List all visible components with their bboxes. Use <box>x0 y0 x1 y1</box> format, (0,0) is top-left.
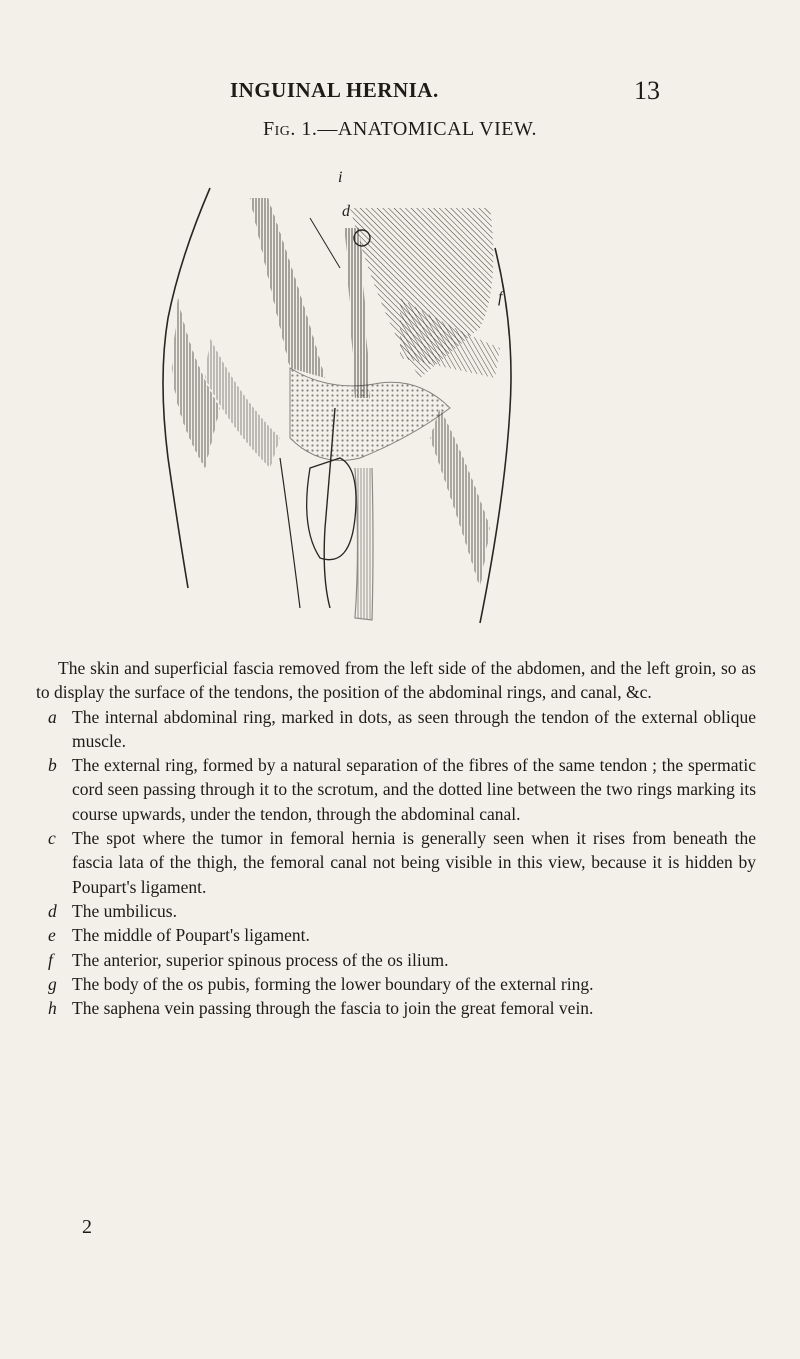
legend-item <box>36 996 756 1020</box>
legend-text: The external ring, formed by a natural separation of the fibres of the same tendon ; the spermatic cord seen passing through it to the scrotum, and the dotted line between the two rings marking its course upwards, under the tendon, through the abdominal canal. <box>72 755 756 824</box>
legend-text: The body of the os pubis, forming the lower boundary of the external ring. <box>72 973 594 994</box>
legend-text: The saphena vein passing through the fascia to join the great femoral vein. <box>72 998 594 1019</box>
label-line-d <box>310 218 340 268</box>
legend-letter: d <box>48 900 57 921</box>
legend-text: The spot where the tumor in femoral hernia is generally seen when it rises from beneath the fascia lata of the thigh, the femoral canal not being visible in this view, because it is hidden by Poupart's ligament. <box>72 828 756 897</box>
legend-item <box>36 923 756 947</box>
legend-item <box>36 826 756 899</box>
figure-label-i: i <box>338 169 343 186</box>
figure-title: —ANATOMICAL VIEW. <box>317 118 538 140</box>
legend-text: The internal abdominal ring, marked in dots, as seen through the tendon of the external oblique muscle. <box>72 706 756 751</box>
legend-letter: e <box>48 925 56 946</box>
description-intro: The skin and superficial fascia removed from the left side of the abdomen, and the left groin, so as to display the surface of the tendons, the position of the abdominal rings, and canal, &c. <box>36 658 756 703</box>
legend-letter: f <box>48 949 53 970</box>
signature-mark: 2 <box>82 1216 92 1238</box>
figure-description <box>36 656 756 1020</box>
right-thigh-hatching <box>430 408 490 588</box>
legend-letter: g <box>48 973 57 994</box>
left-thigh-line <box>280 458 300 608</box>
legend-letter: a <box>48 706 57 727</box>
engraving-svg <box>150 168 540 638</box>
legend-letter: c <box>48 828 56 849</box>
running-head <box>230 78 660 110</box>
legend-item <box>36 705 756 754</box>
legend-text: The middle of Poupart's ligament. <box>72 925 310 946</box>
legend-item <box>36 899 756 923</box>
figure-number: Fig. 1. <box>262 118 318 140</box>
legend-text: The anterior, superior spinous process of the os ilium. <box>72 949 449 970</box>
pubic-region <box>290 368 450 461</box>
running-title: INGUINAL HERNIA. <box>230 78 439 102</box>
page-number: 13 <box>634 76 660 105</box>
anatomical-illustration <box>150 168 540 638</box>
legend-item <box>36 753 756 826</box>
legend-item <box>36 948 756 972</box>
figure-label-f: f <box>498 289 503 306</box>
legend-item <box>36 972 756 996</box>
legend-letter: b <box>48 755 57 776</box>
legend-list <box>36 705 756 1021</box>
figure-label-d: d <box>342 203 350 220</box>
legend-text: The umbilicus. <box>72 900 177 921</box>
figure-caption <box>0 118 800 141</box>
penis-outline <box>355 468 373 620</box>
legend-letter: h <box>48 998 57 1019</box>
scrotum-outline <box>307 458 356 560</box>
